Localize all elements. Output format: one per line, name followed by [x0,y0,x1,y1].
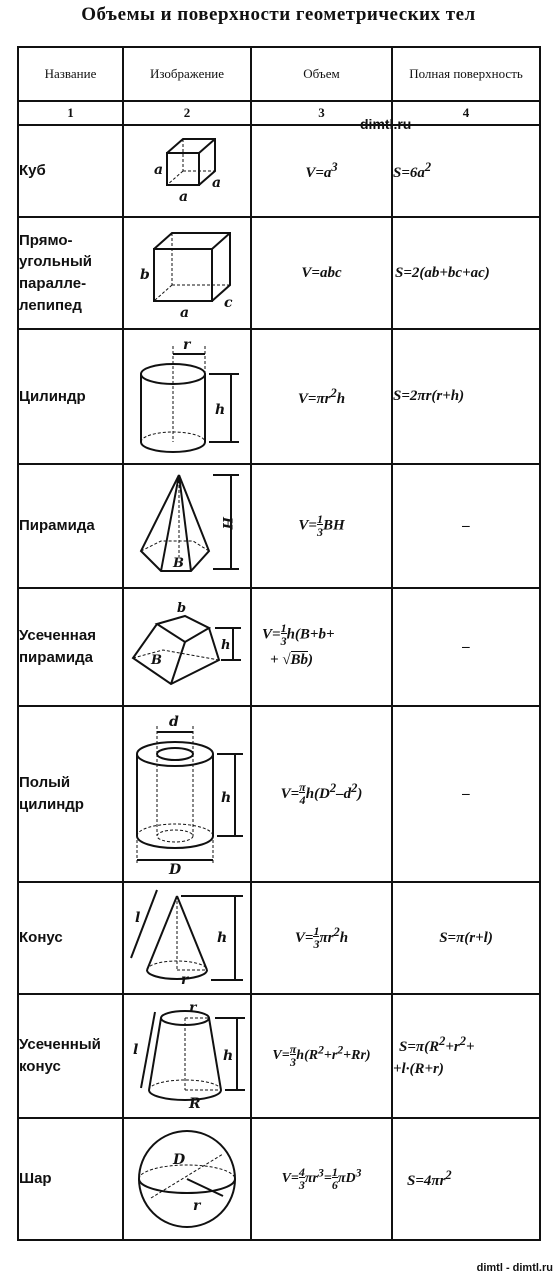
truncated-pyramid-icon [127,602,247,692]
surface-formula: $S=\pi(R^2+r^2+$ +l·(R+r) [392,994,540,1118]
edge-label: a [180,305,190,321]
edge-label: a [154,162,164,178]
volume-formula: V=4 $3\pi r^3=1$ $6\pi D^3$ [251,1118,392,1240]
hollow-cylinder-icon [125,710,249,878]
edge-label: c [224,295,233,311]
shape-name: Шар [18,1118,123,1240]
column-number: 4 [392,101,540,125]
edge-label: a [212,175,222,191]
dimension-label: r [189,1000,197,1016]
dimension-label: h [215,402,226,418]
pyramid-icon [127,469,247,584]
table-row [18,464,540,588]
shape-name: Полый цилиндр [18,706,123,882]
shape-name: Усеченный конус [18,994,123,1118]
dimension-label: D [173,1152,186,1168]
table-row [18,329,540,464]
surface-formula: – [392,706,540,882]
column-number: 1 [18,101,123,125]
dimension-label: r [193,1198,201,1214]
cube-icon [142,131,232,211]
dimension-label: r [183,337,191,353]
edge-label: a [179,189,189,205]
table-row [18,125,540,217]
page-title: Объемы и поверхности геометрических тел [81,4,476,25]
table-row [18,1118,540,1240]
shape-name: Цилиндр [18,329,123,464]
shape-name: Конус [18,882,123,994]
table-row [18,588,540,706]
volume-formula: $V=a^3$ [251,125,392,217]
dimension-label: h [217,930,228,946]
watermark: dimtl - dimtl.ru [476,1262,553,1274]
watermark: dimtl.ru [360,116,412,132]
dimension-label: l [133,1042,139,1058]
dimension-label: b [177,602,187,616]
dimension-label: R [189,1096,201,1112]
truncated-cone-icon [125,998,249,1114]
shape-name: Усеченная пирамида [18,588,123,706]
surface-formula: – [392,464,540,588]
dimension-label: h [221,790,232,806]
sphere-icon [127,1124,247,1234]
table-row [18,882,540,994]
header-volume: Объем [251,47,392,101]
cylinder-icon [127,334,247,459]
column-number: 3 [251,101,392,125]
header-image: Изображение [123,47,251,101]
shape-name: Прямо- угольный паралле- лепипед [18,217,123,329]
dimension-label: l [135,910,141,926]
surface-formula: $S=6a^2$ [392,125,540,217]
header-row [18,47,540,101]
dimension-label: h [221,638,231,653]
volume-formula: V=1 3BH [251,464,392,588]
cone-icon [125,886,249,990]
dimension-label: H [219,516,234,529]
edge-label: b [140,267,150,283]
table-row [18,706,540,882]
surface-formula: – [392,588,540,706]
surface-formula: S=2(ab+bc+ac) [392,217,540,329]
volume-formula: V=1 $3\pi r^2h$ [251,882,392,994]
shape-name: Пирамида [18,464,123,588]
surface-formula: $S=4\pi r^2$ [392,1118,540,1240]
parallelepiped-icon [132,223,242,323]
table-row [18,217,540,329]
volume-formula: V=1 3h(B+b+ + √Bb) [251,588,392,706]
dimension-label: D [169,862,182,878]
volume-formula: V=abc [251,217,392,329]
volume-formula: $V=\pi r^2h$ [251,329,392,464]
formula-table [17,46,541,1241]
column-number-row [18,101,540,125]
shape-name: Куб [18,125,123,217]
dimension-label: B [173,555,184,571]
dimension-label: d [169,714,179,730]
dimension-label: h [223,1048,234,1064]
dimension-label: r [181,972,189,988]
column-number: 2 [123,101,251,125]
header-surface: Полная поверхность [392,47,540,101]
surface-formula: S=π(r+l) [392,882,540,994]
dimension-label: B [151,653,162,668]
table-row [18,994,540,1118]
surface-formula: S=2πr(r+h) [392,329,540,464]
header-name: Название [18,47,123,101]
volume-formula: V=π $3h(R^2+r^2+Rr)$ [251,994,392,1118]
volume-formula: V=π $4h(D^2-d^2)$ [251,706,392,882]
